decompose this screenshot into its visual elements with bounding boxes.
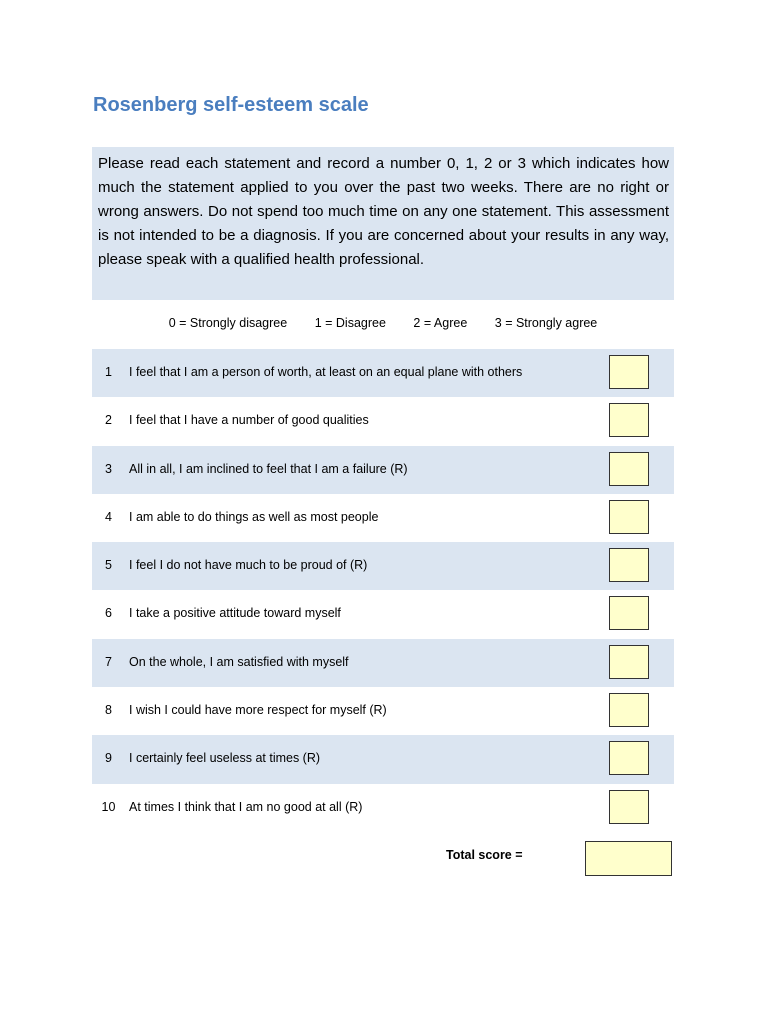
instructions-box: Please read each statement and record a number 0, 1, 2 or 3 which indicates how much the statement applied to you over the past two weeks. There are no right or wrong answers. Do not spend too much time on any one statement. This assessment is not intended to be a diagnosis. If you are concerned about your results in any way, please speak with a qualified health professional.	[92, 147, 674, 300]
score-input-3[interactable]	[609, 452, 649, 486]
total-score-label: Total score =	[446, 848, 523, 862]
statement-text: On the whole, I am satisfied with myself	[129, 654, 349, 669]
statement-row-4	[92, 494, 674, 542]
score-input-7[interactable]	[609, 645, 649, 679]
score-input-4[interactable]	[609, 500, 649, 534]
total-score-input[interactable]	[585, 841, 672, 876]
statement-number: 3	[105, 461, 112, 476]
score-input-6[interactable]	[609, 596, 649, 630]
page-title: Rosenberg self-esteem scale	[93, 94, 369, 116]
statement-number: 10	[101, 799, 116, 814]
statement-number: 4	[105, 509, 112, 524]
scale-legend	[92, 316, 674, 330]
statement-row-2	[92, 397, 674, 445]
score-input-1[interactable]	[609, 355, 649, 389]
score-input-10[interactable]	[609, 790, 649, 824]
legend-item-0: 0 = Strongly disagree	[168, 316, 288, 330]
statement-number: 7	[105, 654, 112, 669]
legend-item-3: 3 = Strongly agree	[494, 316, 598, 330]
statement-number: 8	[105, 703, 112, 718]
statement-number: 1	[105, 365, 112, 379]
statement-text: I am able to do things as well as most people	[129, 509, 379, 524]
statement-text: I feel that I am a person of worth, at least on an equal plane with others	[129, 365, 523, 379]
statement-text: At times I think that I am no good at all (R)	[129, 799, 363, 814]
score-input-8[interactable]	[609, 693, 649, 727]
statement-number: 2	[105, 413, 112, 428]
statement-row-10	[92, 784, 674, 832]
legend-item-1: 1 = Disagree	[314, 316, 386, 330]
statement-text: I certainly feel useless at times (R)	[129, 751, 321, 766]
statement-number: 9	[105, 751, 112, 766]
statement-text: All in all, I am inclined to feel that I am a failure (R)	[129, 461, 408, 476]
statement-row-7	[92, 639, 674, 687]
statement-row-9	[92, 735, 674, 783]
statement-text: I feel that I have a number of good qualities	[129, 413, 369, 428]
score-input-5[interactable]	[609, 548, 649, 582]
statement-text: I take a positive attitude toward myself	[129, 606, 341, 621]
statement-number: 6	[105, 606, 112, 621]
score-input-2[interactable]	[609, 403, 649, 437]
statement-row-8	[92, 687, 674, 735]
statement-number: 5	[105, 558, 112, 573]
statement-row-5	[92, 542, 674, 590]
statement-row-6	[92, 590, 674, 638]
statement-text: I feel I do not have much to be proud of (R)	[129, 558, 368, 573]
statement-row-1	[92, 349, 674, 397]
statement-row-3	[92, 446, 674, 494]
statement-text: I wish I could have more respect for myself (R)	[129, 703, 387, 718]
statement-list	[92, 349, 674, 832]
legend-item-2: 2 = Agree	[413, 316, 468, 330]
score-input-9[interactable]	[609, 741, 649, 775]
